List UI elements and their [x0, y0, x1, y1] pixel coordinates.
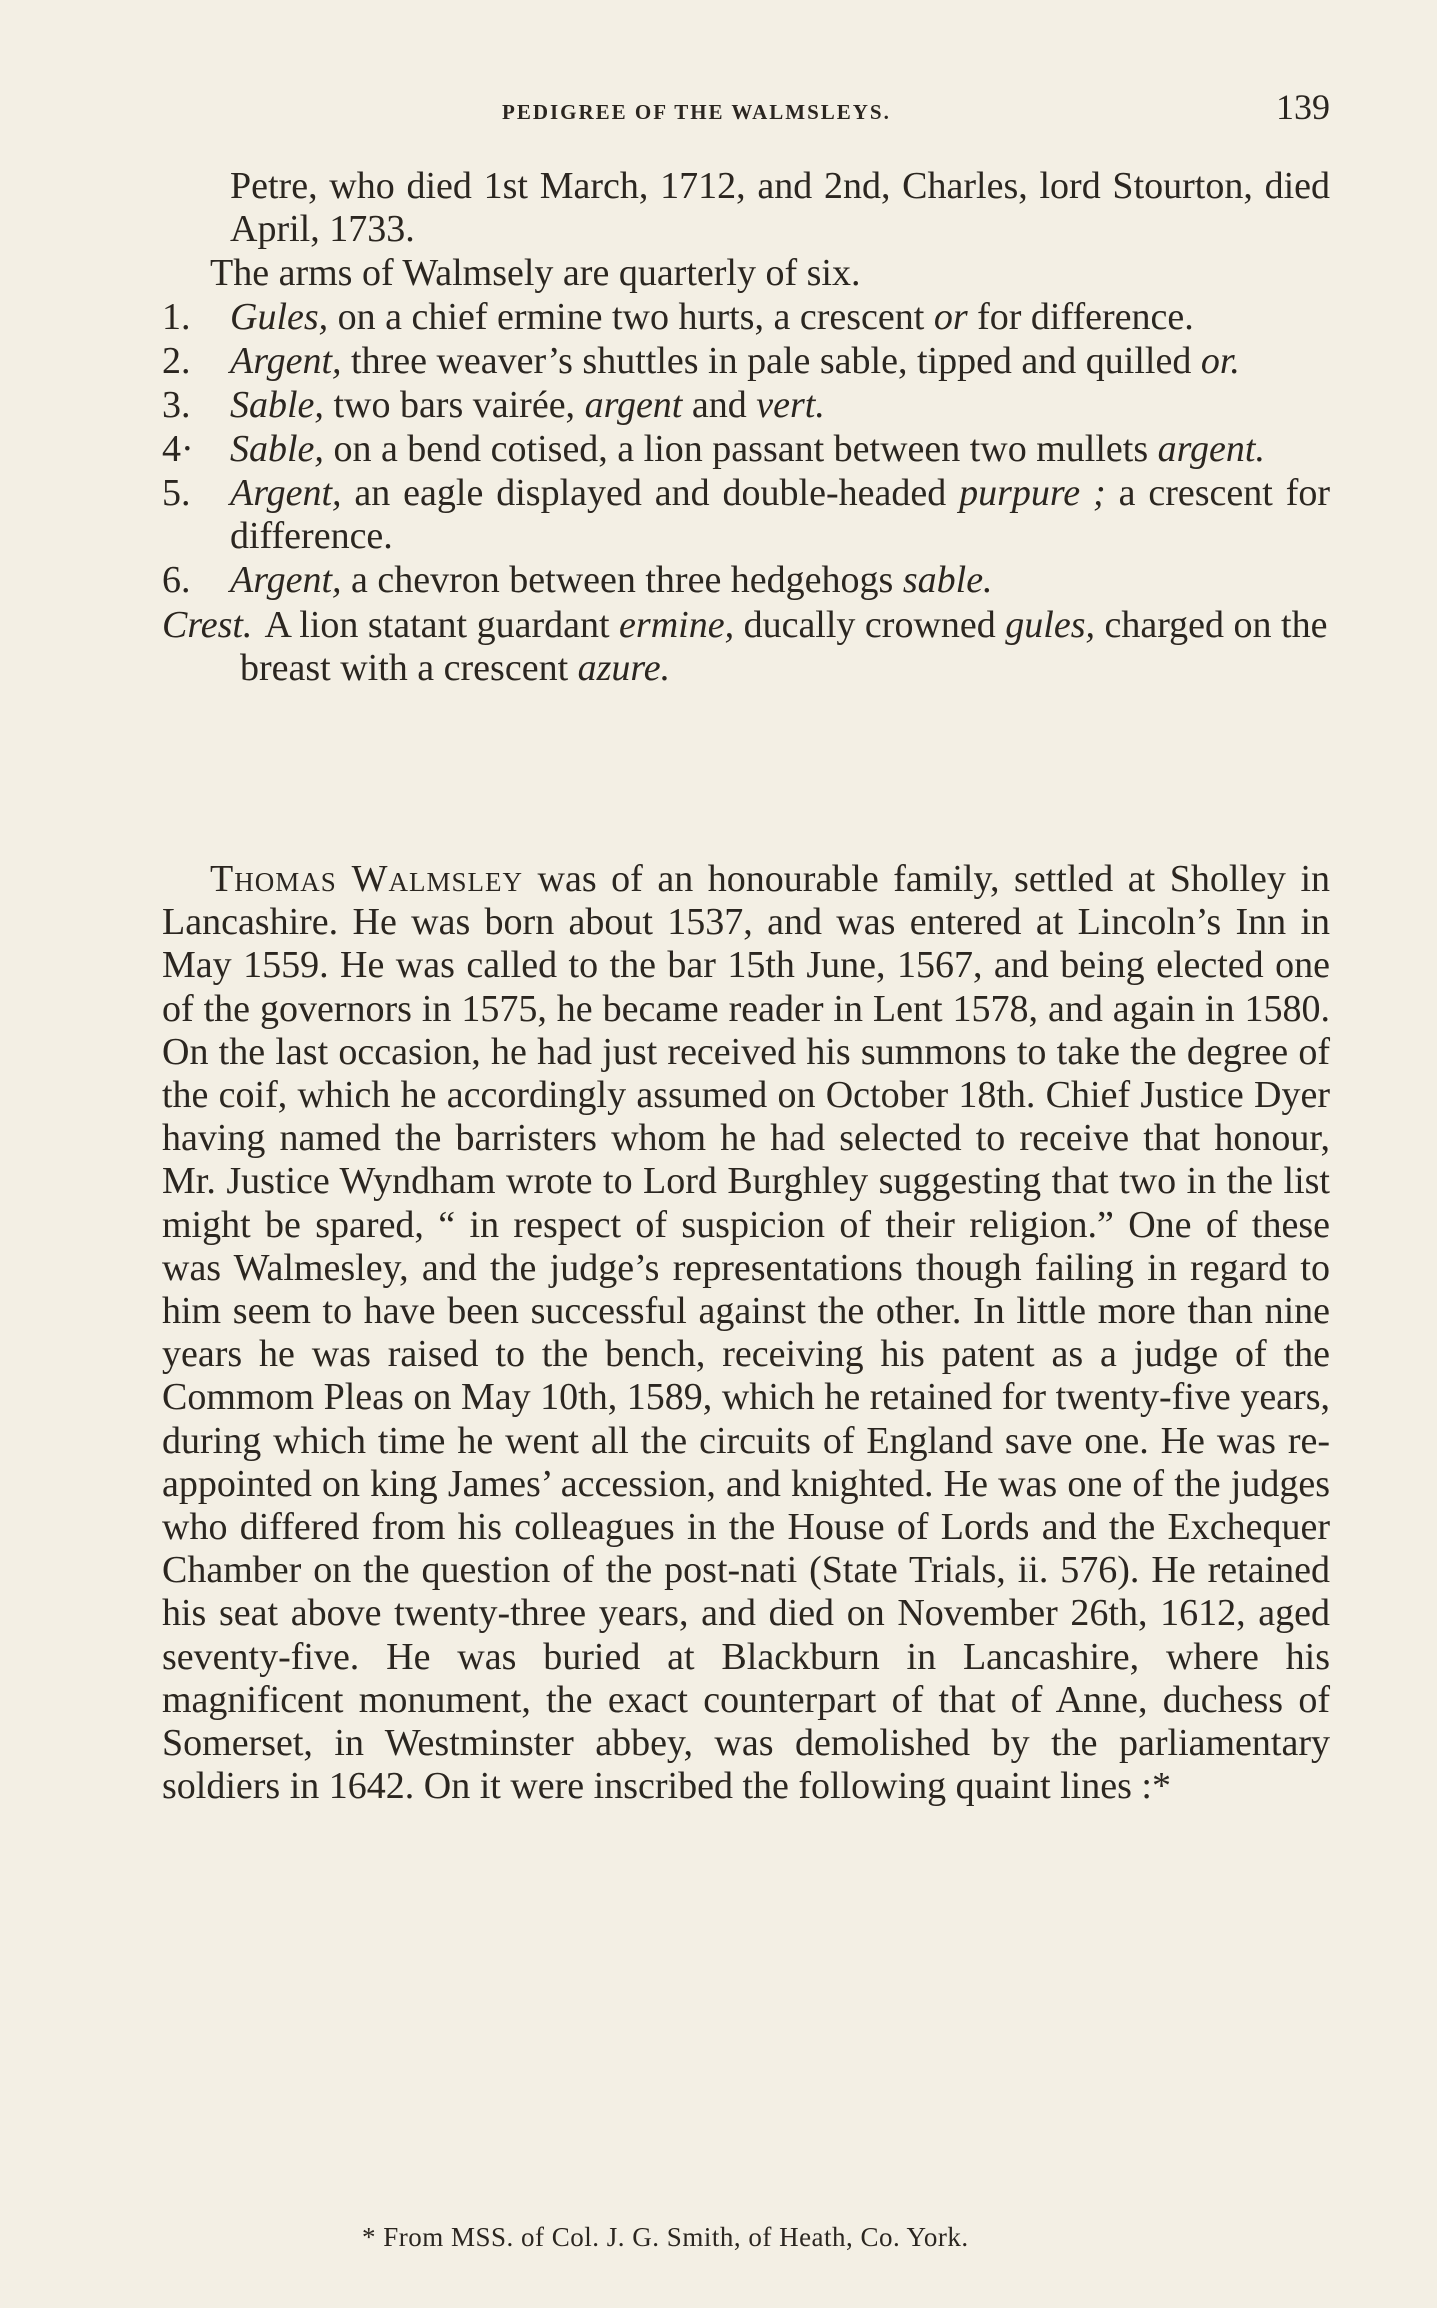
arms-item	[162, 384, 1330, 427]
blazon-text: a chevron between three hedgehogs	[341, 559, 903, 601]
crest-text	[162, 604, 1330, 690]
blazon-text: a crescent for difference.	[230, 472, 1331, 557]
blazon-text: two bars vairée,	[323, 384, 585, 426]
item-text	[230, 428, 1330, 471]
arms-item	[162, 340, 1330, 383]
item-text	[230, 296, 1330, 339]
arms-item	[162, 296, 1330, 339]
footnote: * From MSS. of Col. J. G. Smith, of Heath, Co. York.	[362, 2222, 969, 2252]
tincture: argent	[584, 384, 683, 426]
blazon-text: and	[682, 384, 757, 426]
tincture: vert.	[756, 384, 825, 426]
item-text	[230, 559, 1330, 602]
arms-intro: The arms of Walmsely are quarterly of six.	[210, 252, 861, 294]
tincture: purpure ;	[959, 472, 1106, 514]
item-number: 1.	[162, 296, 191, 338]
tincture: Sable,	[230, 428, 324, 470]
crest-words: A lion statant guardant	[264, 604, 620, 646]
tincture: azure.	[577, 647, 671, 689]
item-number: 2.	[162, 340, 191, 382]
item-number: 4·	[162, 428, 194, 470]
tincture: Argent,	[230, 340, 342, 382]
arms-blazon	[162, 165, 1330, 690]
running-head: PEDIGREE OF THE WALMSLEYS.	[502, 100, 891, 124]
crest-label: Crest.	[162, 604, 253, 646]
tincture: Argent,	[230, 472, 342, 514]
continuation-text: Petre, who died 1st March, 1712, and 2nd, Charles, lord Stourton, died April, 1733.	[230, 165, 1330, 250]
tincture: Gules,	[230, 296, 329, 338]
blazon-text: for difference.	[967, 296, 1194, 338]
item-number: 5.	[162, 472, 191, 514]
blazon-text: on a chief ermine two hurts, a crescent	[328, 296, 934, 338]
biography-paragraph	[162, 858, 1330, 1808]
blazon-text: on a bend cotised, a lion passant between two mullets	[323, 428, 1158, 470]
arms-item	[162, 428, 1330, 471]
tincture: ermine,	[619, 604, 735, 646]
subject-name: Thomas Walmsley	[210, 858, 523, 900]
page-header	[460, 86, 1330, 128]
tincture: argent.	[1157, 428, 1265, 470]
item-text	[230, 384, 1330, 427]
crest-words: charged on the breast with a crescent	[240, 604, 1328, 689]
item-number: 6.	[162, 559, 191, 601]
tincture: gules,	[1005, 604, 1095, 646]
item-text	[230, 340, 1330, 383]
blazon-text: three weaver’s shuttles in pale sable, tipped and quilled	[341, 340, 1201, 382]
tincture: sable.	[902, 559, 993, 601]
item-text	[230, 472, 1330, 558]
item-number: 3.	[162, 384, 191, 426]
tincture: Sable,	[230, 384, 324, 426]
tincture: or	[933, 296, 968, 338]
page-number: 139	[1276, 87, 1330, 127]
arms-list	[162, 296, 1330, 602]
tincture: Argent,	[230, 559, 342, 601]
paragraph-text: was of an honourable family, settled at Sholley in Lancashire. He was born about 1537, and was entered at Lincoln’s Inn in May 1559. He was called to the bar 15th June, 1567, and being elected one of the governors in 1575, he became reader in Lent 1578, and again in 1580. On the last occasion, he had just received his summons to take the degree of the coif, which he accordingly assumed on October 18th. Chief Justice Dyer having named the barristers whom he had selected to receive that honour, Mr. Justice Wyndham wrote to Lord Burghley suggesting that two in the list might be spared, “ in respect of suspicion of their religion.” One of these was Walmesley, and the judge’s representations though failing in regard to him seem to have been successful against the other. In little more than nine years he was raised to the bench, receiving his patent as a judge of the Commom Pleas on May 10th, 1589, which he retained for twenty-five years, during which time he went all the circuits of England save one. He was re-appointed on king James’ accession, and knighted. He was one of the judges who differed from his colleagues in the House of Lords and the Exchequer Chamber on the question of the post-nati (State Trials, ii. 576). He retained his seat above twenty-three years, and died on November 26th, 1612, aged seventy-five. He was buried at Blackburn in Lancashire, where his magnificent monument, the exact counterpart of that of Anne, duchess of Somerset, in Westminster abbey, was demolished by the parliamentary soldiers in 1642. On it were inscribed the following quaint lines :*	[162, 858, 1330, 1808]
arms-item	[162, 472, 1330, 558]
tincture: or.	[1200, 340, 1240, 382]
blazon-text: an eagle displayed and double-headed	[341, 472, 960, 514]
crest	[162, 604, 1330, 690]
crest-words: ducally crowned	[734, 604, 1006, 646]
arms-item	[162, 559, 1330, 602]
